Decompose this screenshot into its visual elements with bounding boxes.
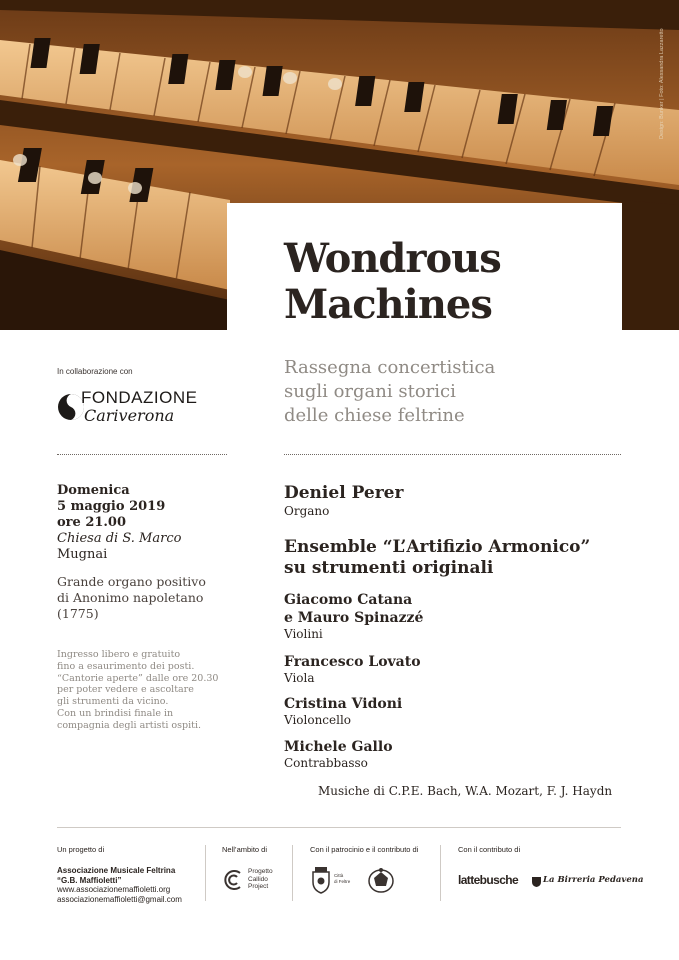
footer-separator (292, 845, 293, 901)
subtitle-line: delle chiese feltrine (284, 405, 465, 426)
note-line: Ingresso libero e gratuito (57, 649, 181, 660)
ensemble (284, 537, 590, 579)
feltre-text (334, 873, 350, 884)
region-crest-icon (366, 866, 396, 894)
event-time: ore 21.00 (57, 515, 127, 530)
callido-line: Progetto (248, 868, 273, 875)
performer-role: Violoncello (284, 713, 352, 727)
performer-viola (284, 653, 421, 686)
performer-organ (284, 483, 403, 519)
callido-project-logo (222, 868, 282, 896)
organizer-name: Associazione Musicale Feltrina (57, 866, 176, 875)
organizer-website-link[interactable]: www.associazionemaffioletti.org (57, 885, 171, 894)
birreria-crest-icon (531, 875, 542, 887)
note-line: compagnia degli artisti ospiti. (57, 719, 201, 731)
note-line: gli strumenti da vicino. (57, 696, 169, 708)
birreria-pedavena-logo (531, 875, 644, 889)
music-program: Musiche di C.P.E. Bach, W.A. Mozart, F. J. Haydn (318, 784, 613, 798)
organizer-name-sub: “G.B. Maffioletti” (57, 875, 122, 885)
footer-divider (57, 827, 621, 828)
performer-role: Violini (284, 627, 323, 641)
subtitle (284, 356, 604, 428)
callido-icon (222, 868, 246, 892)
performer-cello (284, 695, 402, 728)
dotted-divider-left (57, 454, 227, 455)
event-day: Domenica (57, 483, 130, 498)
collaboration-label: In collaborazione con (57, 367, 133, 376)
note-line: per poter vedere e ascoltare (57, 684, 194, 696)
feltre-crest-icon (310, 866, 332, 894)
performer-name: Michele Gallo (284, 739, 393, 755)
performer-role: Organo (284, 504, 330, 518)
ensemble-name: Ensemble “L’Artifizio Armonico” (284, 537, 591, 557)
feltre-line: Città (334, 873, 344, 878)
performer-name: Deniel Perer (284, 483, 404, 503)
patrocinio-label: Con il patrocinio e il contributo di (310, 845, 419, 854)
ambito-label: Nell’ambito di (222, 845, 268, 854)
performer-role: Contrabbasso (284, 756, 368, 770)
organizer-email-link[interactable]: associazionemaffioletti@gmail.com (57, 894, 182, 904)
instrument-line: Grande organo positivo (57, 574, 206, 589)
fondazione-sub: Cariverona (84, 406, 175, 425)
performer-name: Francesco Lovato (284, 654, 421, 670)
lattebusche-logo: lattebusche (458, 873, 519, 887)
contributo-label: Con il contributo di (458, 845, 521, 854)
event-venue: Chiesa di S. Marco (57, 531, 182, 546)
performer-double-bass (284, 738, 393, 771)
footer-separator (205, 845, 206, 901)
birreria-name: La Birreria Pedavena (543, 875, 644, 885)
event-town: Mugnai (57, 547, 108, 562)
note-line: “Cantorie aperte” dalle ore 20.30 (57, 672, 219, 684)
callido-line: Callido (248, 875, 268, 883)
subtitle-line: Rassegna concertistica (284, 357, 496, 378)
performer-name: Giacomo Catana (284, 592, 413, 608)
dotted-divider-right (284, 454, 621, 455)
footer-separator (440, 845, 441, 901)
performer-name: Cristina Vidoni (284, 696, 403, 712)
performer-violins (284, 591, 423, 642)
ensemble-subline: su strumenti originali (284, 558, 494, 578)
fondazione-name: FONDAZIONE (81, 388, 198, 407)
fondazione-cariverona-logo (57, 388, 227, 428)
photo-credit: Design: Bunker | Foto: Alessandra Lazzaretto (659, 28, 665, 139)
performer-name: e Mauro Spinazzé (284, 610, 424, 626)
instrument-line: di Anonimo napoletano (57, 590, 204, 605)
performer-role: Viola (284, 671, 315, 685)
instrument-description (57, 574, 227, 622)
note-line: Con un brindisi finale in (57, 707, 174, 719)
event-title: Wondrous Machines (284, 235, 501, 328)
event-datetime (57, 483, 227, 563)
admission-notes (57, 649, 227, 732)
project-label: Un progetto di (57, 845, 105, 854)
callido-line: Project (248, 883, 269, 890)
callido-text (248, 868, 273, 891)
subtitle-line: sugli organi storici (284, 381, 456, 402)
instrument-line: (1775) (57, 606, 99, 621)
organizer-info (57, 866, 182, 904)
event-date: 5 maggio 2019 (57, 499, 166, 514)
feltre-line: di Feltre (334, 878, 351, 884)
note-line: fino a esaurimento dei posti. (57, 660, 195, 672)
